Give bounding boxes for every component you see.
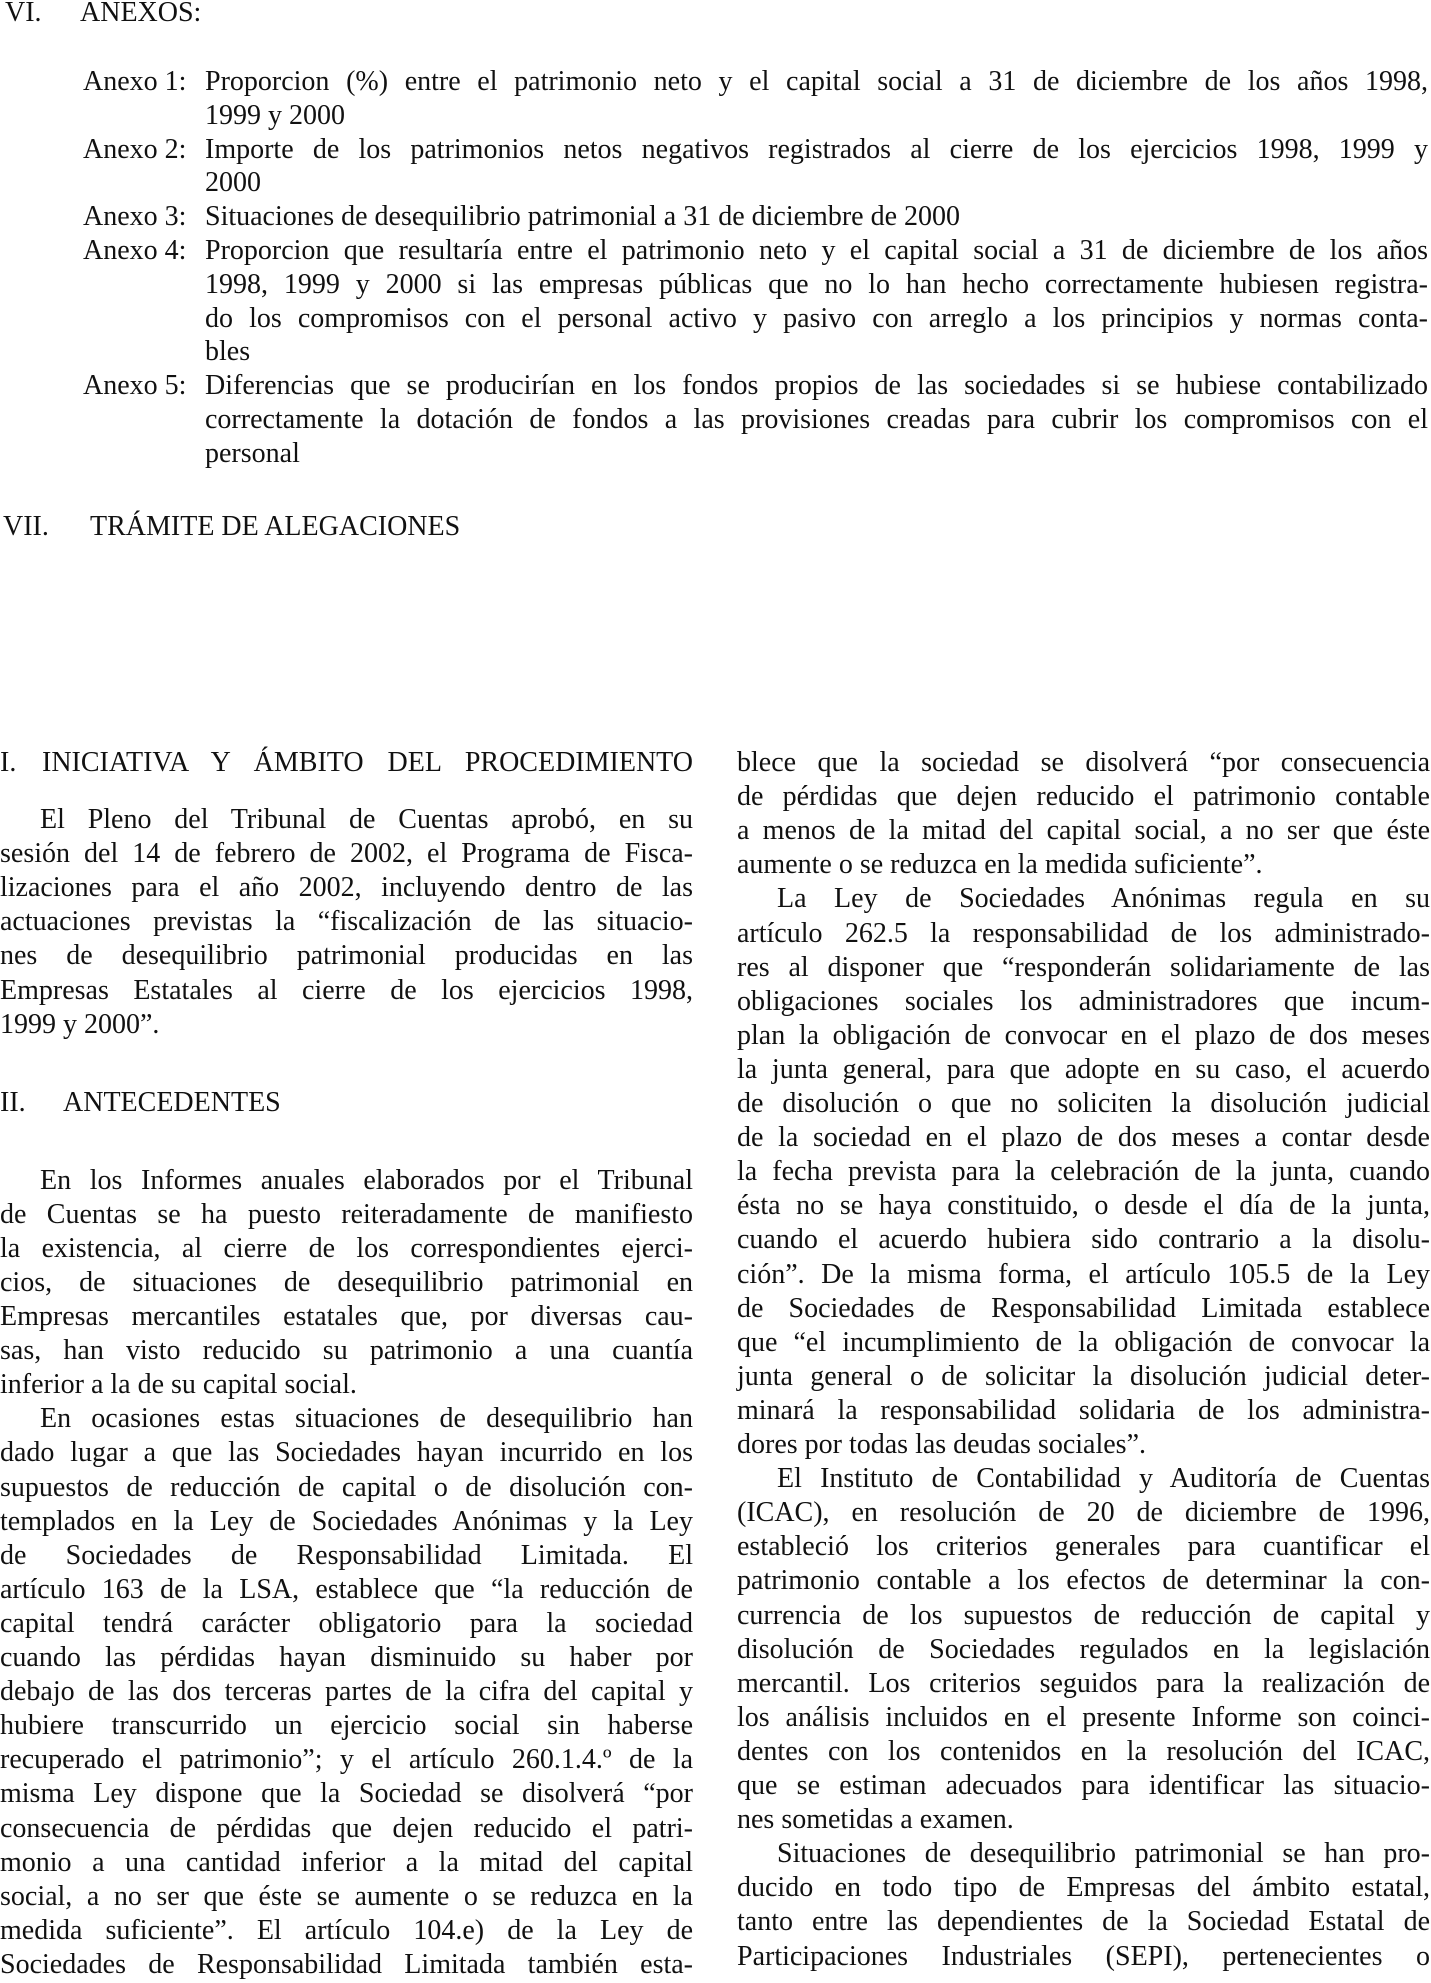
section-title: TRÁMITE DE ALEGACIONES: [90, 511, 461, 542]
paragraph-text: ducido en todo tipo de Empresas del ámbito estatal,: [737, 1872, 1430, 1904]
paragraph-text: 1999 y 2000”.: [0, 1008, 160, 1040]
paragraph-text: inferior a la de su capital social.: [0, 1369, 357, 1401]
paragraph-text-line: [737, 1292, 1430, 1326]
paragraph-text-line: [40, 1402, 693, 1436]
paragraph-text-line: [40, 803, 693, 837]
annex-text: do los compromisos con el personal activo y pasivo con arreglo a los principios y normas conta-: [205, 302, 1428, 334]
paragraph-text-line: [737, 1019, 1430, 1053]
paragraph-text-line: [0, 1573, 693, 1607]
paragraph-text: Participaciones Industriales (SEPI), pertenecientes o: [737, 1940, 1430, 1972]
annex-text: 2000: [205, 167, 261, 199]
paragraph-text: monio a una cantidad inferior a la mitad del capital: [0, 1846, 693, 1878]
paragraph-text-line: [737, 1121, 1430, 1155]
paragraph-text: misma Ley dispone que la Sociedad se disolverá “por: [0, 1778, 693, 1810]
annex-label: Anexo 3:: [83, 201, 187, 233]
section-title: ANEXOS:: [80, 0, 202, 28]
annex-label-line: [83, 200, 186, 234]
paragraph-text-line: [737, 917, 1430, 951]
annex-label-line: [83, 369, 186, 403]
annex-text: Importe de los patrimonios netos negativos registrados al cierre de los ejercicios 1998, 1999 y: [205, 133, 1428, 165]
paragraph-text-line: [737, 780, 1430, 814]
paragraph-text: capital tendrá carácter obligatorio para la sociedad: [0, 1607, 693, 1639]
paragraph-text: los análisis incluidos en el presente Informe son coinci-: [737, 1701, 1430, 1733]
paragraph-text: junta general o de solicitar la disolución judicial deter-: [737, 1360, 1430, 1392]
annex-text: Proporcion que resultaría entre el patrimonio neto y el capital social a 31 de diciembre de los años: [205, 235, 1428, 266]
annex-text-line: [205, 437, 1428, 471]
annex-label-line: [83, 65, 186, 99]
annex-text-line: [205, 65, 1428, 99]
section-number-line: [3, 510, 49, 544]
paragraph-text: Situaciones de desequilibrio patrimonial se han pro-: [777, 1838, 1430, 1870]
paragraph-text: de pérdidas que dejen reducido el patrimonio contable: [737, 781, 1430, 813]
paragraph-text-line: [0, 1675, 693, 1709]
paragraph-text: hubiere transcurrido un ejercicio social sin haberse: [0, 1710, 693, 1742]
paragraph-text-line: [737, 1326, 1430, 1360]
paragraph-text: que “el incumplimiento de la obligación de convocar la: [737, 1326, 1430, 1358]
paragraph-text: artículo 163 de la LSA, establece que “la reducción de: [0, 1573, 693, 1605]
paragraph-text-line: [0, 1300, 693, 1334]
annex-text: Proporcion (%) entre el patrimonio neto y el capital social a 31 de diciembre de los años 1998,: [205, 66, 1428, 97]
paragraph-text-line: [0, 837, 693, 871]
paragraph-text-line: [0, 1641, 693, 1675]
annex-text: 1999 y 2000: [205, 99, 345, 131]
annex-text-line: [205, 99, 1428, 133]
paragraph-text-line: [0, 1709, 693, 1743]
paragraph-text-line: [0, 1471, 693, 1505]
paragraph-text: El Pleno del Tribunal de Cuentas aprobó, en su: [40, 804, 693, 835]
paragraph-text-line: [0, 1198, 693, 1232]
paragraph-text-line: [0, 1505, 693, 1539]
paragraph-text: patrimonio contable a los efectos de determinar la con-: [737, 1565, 1430, 1597]
paragraph-text-line: [0, 939, 693, 973]
paragraph-text-line: [0, 1539, 693, 1573]
annex-text: 1998, 1999 y 2000 si las empresas públicas que no lo han hecho correctamente hubiesen registra-: [205, 268, 1428, 300]
paragraph-text: artículo 262.5 la responsabilidad de los administrado-: [737, 917, 1430, 949]
section-title-line: [42, 746, 693, 780]
paragraph-text-line: [0, 905, 693, 939]
paragraph-text: El Instituto de Contabilidad y Auditoría de Cuentas: [777, 1463, 1430, 1495]
annex-text-line: [205, 335, 1428, 369]
paragraph-text-line: [737, 1735, 1430, 1769]
paragraph-text-line: [737, 1360, 1430, 1394]
paragraph-text: (ICAC), en resolución de 20 de diciembre de 1996,: [737, 1497, 1430, 1529]
annex-label-line: [83, 133, 186, 167]
paragraph-text-line: [737, 1633, 1430, 1667]
paragraph-text: estableció los criterios generales para cuantificar el: [737, 1531, 1430, 1563]
paragraph-text: aumente o se reduzca en la medida suficiente”.: [737, 849, 1263, 881]
paragraph-text: de Sociedades de Responsabilidad Limitada. El: [0, 1539, 693, 1571]
paragraph-text: En ocasiones estas situaciones de desequilibrio han: [40, 1403, 693, 1435]
paragraph-text: ción”. De la misma forma, el artículo 105.5 de la Ley: [737, 1258, 1430, 1290]
paragraph-text-line: [0, 1334, 693, 1368]
paragraph-text-line: [737, 1871, 1430, 1905]
paragraph-text-line: [0, 1880, 693, 1914]
paragraph-text: sesión del 14 de febrero de 2002, el Programa de Fisca-: [0, 838, 693, 870]
paragraph-text: la existencia, al cierre de los correspondientes ejerci-: [0, 1232, 693, 1264]
paragraph-text-line: [0, 1777, 693, 1811]
paragraph-text-line: [737, 814, 1430, 848]
section-number: VI.: [5, 0, 42, 28]
paragraph-text-line: [0, 1008, 693, 1042]
paragraph-text: templados en la Ley de Sociedades Anónimas y la Ley: [0, 1505, 693, 1537]
paragraph-text: debajo de las dos terceras partes de la cifra del capital y: [0, 1676, 693, 1708]
paragraph-text-line: [777, 882, 1430, 916]
annex-text: correctamente la dotación de fondos a las provisiones creadas para cubrir los compromisos con el: [205, 404, 1428, 435]
annex-text-line: [205, 302, 1428, 336]
paragraph-text: res al disponer que “responderán solidariamente de las: [737, 951, 1430, 983]
paragraph-text-line: [737, 1428, 1430, 1462]
paragraph-text-line: [737, 1905, 1430, 1939]
paragraph-text-line: [0, 1812, 693, 1846]
annex-text-line: [205, 369, 1428, 403]
paragraph-text-line: [737, 1223, 1430, 1257]
paragraph-text-line: [0, 1436, 693, 1470]
paragraph-text: ésta no se haya constituido, o desde el día de la junta,: [737, 1190, 1430, 1222]
paragraph-text-line: [0, 1607, 693, 1641]
paragraph-text-line: [0, 1232, 693, 1266]
paragraph-text: dores por todas las deudas sociales”.: [737, 1429, 1146, 1460]
paragraph-text: cuando las pérdidas hayan disminuido su haber por: [0, 1642, 693, 1673]
paragraph-text: mercantil. Los criterios seguidos para la realización de: [737, 1667, 1430, 1699]
paragraph-text-line: [0, 1266, 693, 1300]
paragraph-text-line: [0, 1743, 693, 1777]
paragraph-text: plan la obligación de convocar en el plazo de dos meses: [737, 1019, 1430, 1051]
paragraph-text: de Sociedades de Responsabilidad Limitada establece: [737, 1292, 1430, 1324]
paragraph-text: obligaciones sociales los administradores que incum-: [737, 985, 1430, 1017]
paragraph-text: Empresas Estatales al cierre de los ejercicios 1998,: [0, 974, 693, 1006]
paragraph-text: que se estiman adecuados para identificar las situacio-: [737, 1770, 1430, 1801]
annex-text-line: [205, 234, 1428, 268]
paragraph-text: lizaciones para el año 2002, incluyendo dentro de las: [0, 872, 693, 904]
paragraph-text-line: [737, 1803, 1430, 1837]
paragraph-text-line: [737, 951, 1430, 985]
annex-text-line: [205, 268, 1428, 302]
paragraph-text: dado lugar a que las Sociedades hayan incurrido en los: [0, 1437, 693, 1469]
paragraph-text: sas, han visto reducido su patrimonio a una cuantía: [0, 1335, 693, 1367]
paragraph-text-line: [737, 1667, 1430, 1701]
paragraph-text: cios, de situaciones de desequilibrio patrimonial en: [0, 1266, 693, 1298]
paragraph-text-line: [737, 1701, 1430, 1735]
paragraph-text: blece que la sociedad se disolverá “por consecuencia: [737, 747, 1430, 778]
paragraph-text: de Cuentas se ha puesto reiteradamente de manifiesto: [0, 1198, 693, 1230]
paragraph-text-line: [737, 1496, 1430, 1530]
paragraph-text: disolución de Sociedades regulados en la legislación: [737, 1633, 1430, 1665]
paragraph-text: social, a no ser que éste se aumente o se reduzca en la: [0, 1880, 693, 1912]
paragraph-text-line: [737, 1189, 1430, 1223]
annex-label: Anexo 4:: [83, 235, 187, 266]
paragraph-text-line: [737, 746, 1430, 780]
paragraph-text-line: [737, 1769, 1430, 1803]
annex-text: bles: [205, 336, 251, 368]
annex-label: Anexo 1:: [83, 66, 187, 97]
section-title: INICIATIVA Y ÁMBITO DEL PROCEDIMIENTO: [42, 747, 693, 778]
paragraph-text-line: [737, 1155, 1430, 1189]
paragraph-text-line: [0, 1914, 693, 1948]
paragraph-text-line: [737, 1087, 1430, 1121]
paragraph-text: Sociedades de Responsabilidad Limitada también esta-: [0, 1948, 693, 1980]
paragraph-text-line: [777, 1837, 1430, 1871]
paragraph-text-line: [0, 1368, 693, 1402]
section-title-line: [63, 1086, 281, 1120]
paragraph-text: consecuencia de pérdidas que dejen reducido el patri-: [0, 1812, 693, 1844]
paragraph-text: tanto entre las dependientes de la Sociedad Estatal de: [737, 1906, 1430, 1938]
paragraph-text-line: [737, 1530, 1430, 1564]
paragraph-text-line: [40, 1164, 693, 1198]
paragraph-text: cuando el acuerdo hubiera sido contrario a la disolu-: [737, 1224, 1430, 1256]
annex-label-line: [83, 234, 186, 268]
annex-text-line: [205, 166, 1428, 200]
section-number: I.: [0, 747, 17, 778]
paragraph-text-line: [737, 985, 1430, 1019]
annex-text: Diferencias que se producirían en los fondos propios de las sociedades si se hubiese contabilizado: [205, 370, 1428, 402]
paragraph-text-line: [777, 1462, 1430, 1496]
paragraph-text-line: [0, 871, 693, 905]
annex-text-line: [205, 200, 1428, 234]
paragraph-text-line: [737, 1599, 1430, 1633]
section-title-line: [80, 0, 201, 30]
paragraph-text: recuperado el patrimonio”; y el artículo 260.1.4.º de la: [0, 1744, 693, 1776]
annex-text: Situaciones de desequilibrio patrimonial a 31 de diciembre de 2000: [205, 201, 961, 233]
annex-text-line: [205, 403, 1428, 437]
paragraph-text-line: [0, 1846, 693, 1880]
section-number: VII.: [3, 511, 49, 542]
paragraph-text-line: [737, 1053, 1430, 1087]
section-number-line: [0, 746, 16, 780]
paragraph-text: nes sometidas a examen.: [737, 1804, 1014, 1836]
paragraph-text-line: [737, 1940, 1430, 1974]
paragraph-text: a menos de la mitad del capital social, a no ser que éste: [737, 815, 1430, 847]
section-number-line: [0, 1086, 26, 1120]
paragraph-text: nes de desequilibrio patrimonial producidas en las: [0, 940, 693, 972]
section-number: II.: [0, 1086, 26, 1118]
paragraph-text: minará la responsabilidad solidaria de los administra-: [737, 1394, 1430, 1426]
paragraph-text: currencia de los supuestos de reducción de capital y: [737, 1599, 1430, 1631]
paragraph-text-line: [737, 1258, 1430, 1292]
paragraph-text: En los Informes anuales elaborados por el Tribunal: [40, 1164, 693, 1196]
section-number-line: [5, 0, 42, 30]
paragraph-text-line: [737, 1394, 1430, 1428]
paragraph-text: Empresas mercantiles estatales que, por diversas cau-: [0, 1301, 693, 1332]
paragraph-text: la fecha prevista para la celebración de la junta, cuando: [737, 1156, 1430, 1188]
paragraph-text: de la sociedad en el plazo de dos meses a contar desde: [737, 1122, 1430, 1154]
section-title-line: [90, 510, 460, 544]
annex-label: Anexo 5:: [83, 370, 187, 402]
paragraph-text-line: [737, 848, 1430, 882]
paragraph-text: de disolución o que no soliciten la disolución judicial: [737, 1088, 1430, 1119]
paragraph-text: actuaciones previstas la “fiscalización de las situacio-: [0, 906, 693, 938]
paragraph-text: dentes con los contenidos en la resolución del ICAC,: [737, 1735, 1430, 1767]
annex-label: Anexo 2:: [83, 133, 187, 165]
annex-text-line: [205, 133, 1428, 167]
paragraph-text: supuestos de reducción de capital o de disolución con-: [0, 1471, 693, 1503]
paragraph-text-line: [0, 1948, 693, 1982]
paragraph-text-line: [0, 974, 693, 1008]
section-title: ANTECEDENTES: [63, 1086, 281, 1118]
paragraph-text-line: [737, 1564, 1430, 1598]
annex-text: personal: [205, 437, 300, 469]
paragraph-text: la junta general, para que adopte en su caso, el acuerdo: [737, 1053, 1430, 1085]
paragraph-text: La Ley de Sociedades Anónimas regula en su: [777, 883, 1430, 915]
paragraph-text: medida suficiente”. El artículo 104.e) de la Ley de: [0, 1914, 693, 1946]
